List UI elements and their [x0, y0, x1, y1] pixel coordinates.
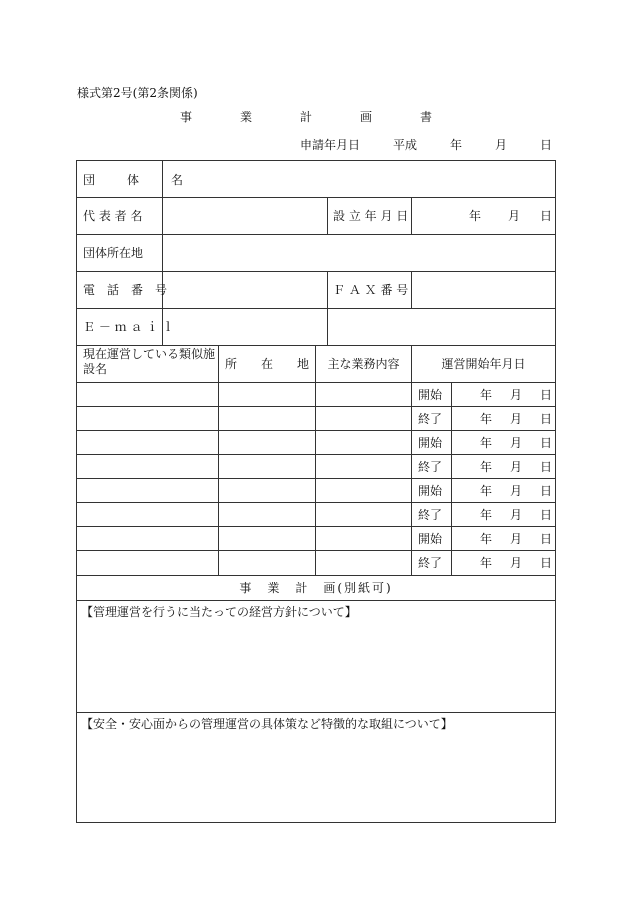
facility-location-cell[interactable]	[219, 478, 315, 502]
facility-date-year[interactable]: 年	[480, 531, 493, 546]
facility-business-cell[interactable]	[316, 526, 411, 550]
facility-business-cell[interactable]	[316, 550, 411, 574]
facility-business-cell[interactable]	[316, 430, 411, 454]
facility-date-day[interactable]: 日	[540, 411, 553, 426]
facility-date-year[interactable]: 年	[480, 387, 493, 402]
facility-date-month[interactable]: 月	[510, 459, 523, 474]
facility-business-cell[interactable]	[316, 502, 411, 526]
facility-location-cell[interactable]	[219, 382, 315, 406]
facility-date-day[interactable]: 日	[540, 531, 553, 546]
facility-location-cell[interactable]	[219, 526, 315, 550]
facility-row-label: 終了	[418, 411, 443, 426]
facility-location-cell[interactable]	[219, 430, 315, 454]
application-date-month[interactable]: 月	[494, 138, 507, 152]
application-date-day[interactable]: 日	[539, 138, 552, 152]
facility-row-label: 終了	[418, 555, 443, 570]
facility-row-label: 開始	[418, 483, 443, 498]
blank-cell	[328, 308, 555, 345]
facility-date-year[interactable]: 年	[480, 555, 493, 570]
facility-name-cell[interactable]	[78, 430, 218, 454]
facility-date-day[interactable]: 日	[540, 459, 553, 474]
facility-row-label: 開始	[418, 387, 443, 402]
facility-location-cell[interactable]	[219, 550, 315, 574]
col-divider	[411, 197, 412, 234]
facility-date-month[interactable]: 月	[510, 483, 523, 498]
facility-date-day[interactable]: 日	[540, 435, 553, 450]
phone-field[interactable]	[163, 271, 327, 308]
established-day[interactable]: 日	[540, 209, 553, 223]
facility-date-month[interactable]: 月	[510, 387, 523, 402]
form-number: 様式第2号(第2条関係)	[77, 86, 198, 100]
facility-row-label: 終了	[418, 459, 443, 474]
fax-field[interactable]	[412, 271, 555, 308]
facility-business-cell[interactable]	[316, 478, 411, 502]
facility-start-date-header: 運営開始年月日	[441, 357, 526, 371]
organization-name-label: 団 体 名	[83, 172, 194, 187]
facility-name-cell[interactable]	[78, 526, 218, 550]
established-date-label: 設 立 年 月 日	[333, 209, 409, 223]
facility-location-header: 所 在 地	[224, 357, 309, 371]
facility-row-label: 開始	[418, 531, 443, 546]
application-date-label: 申請年月日	[300, 138, 361, 152]
facility-business-cell[interactable]	[316, 406, 411, 430]
facility-date-month[interactable]: 月	[510, 411, 523, 426]
email-field[interactable]	[163, 308, 327, 345]
facility-name-cell[interactable]	[78, 478, 218, 502]
organization-address-label: 団体所在地	[83, 246, 144, 260]
facility-date-year[interactable]: 年	[480, 435, 493, 450]
row-divider	[77, 600, 555, 601]
organization-name-field[interactable]	[163, 161, 555, 197]
representative-label: 代 表 者 名	[83, 209, 143, 223]
plan-form	[76, 160, 556, 823]
facility-business-cell[interactable]	[316, 382, 411, 406]
email-label: Ｅ － ｍ ａ ｉ ｌ	[83, 320, 175, 334]
facility-date-month[interactable]: 月	[510, 555, 523, 570]
facility-name-cell[interactable]	[78, 382, 218, 406]
facility-business-header: 主な業務内容	[327, 357, 400, 371]
facility-row-label: 終了	[418, 507, 443, 522]
facility-name-cell[interactable]	[78, 550, 218, 574]
facility-date-year[interactable]: 年	[480, 411, 493, 426]
fax-label: Ｆ Ａ Ｘ 番 号	[333, 283, 409, 297]
row-divider	[77, 712, 555, 713]
facility-location-cell[interactable]	[219, 502, 315, 526]
application-date-year[interactable]: 年	[449, 138, 462, 152]
facility-name-cell[interactable]	[78, 454, 218, 478]
facility-date-day[interactable]: 日	[540, 555, 553, 570]
col-divider	[451, 382, 452, 575]
facility-date-year[interactable]: 年	[480, 459, 493, 474]
facility-name-cell[interactable]	[78, 406, 218, 430]
facility-date-month[interactable]: 月	[510, 435, 523, 450]
safety-measures-area[interactable]: 【安全・安心面からの管理運営の具体策など特徴的な取組について】	[81, 717, 453, 731]
facility-date-day[interactable]: 日	[540, 387, 553, 402]
facility-location-cell[interactable]	[219, 454, 315, 478]
application-date-line	[300, 136, 552, 153]
facility-date-day[interactable]: 日	[540, 507, 553, 522]
facility-name-cell[interactable]	[78, 502, 218, 526]
phone-label: 電 話 番 号	[83, 283, 168, 297]
facility-date-month[interactable]: 月	[510, 507, 523, 522]
representative-field[interactable]	[163, 197, 327, 234]
established-year[interactable]: 年	[469, 209, 482, 223]
facility-name-header: 現在運営している類似施設名	[83, 347, 216, 376]
facility-location-cell[interactable]	[219, 406, 315, 430]
facility-date-month[interactable]: 月	[510, 531, 523, 546]
document-title: 事 業 計 画 書	[179, 110, 450, 124]
facility-row-label: 開始	[418, 435, 443, 450]
col-divider	[327, 197, 328, 234]
established-month[interactable]: 月	[508, 209, 521, 223]
business-plan-section-title: 事 業 計 画(別紙可)	[239, 581, 393, 595]
organization-address-field[interactable]	[163, 234, 555, 271]
facility-business-cell[interactable]	[316, 454, 411, 478]
management-policy-area[interactable]: 【管理運営を行うに当たっての経営方針について】	[81, 605, 357, 619]
facility-date-year[interactable]: 年	[480, 507, 493, 522]
facility-date-year[interactable]: 年	[480, 483, 493, 498]
application-date-era[interactable]: 平成	[392, 138, 417, 152]
facility-date-day[interactable]: 日	[540, 483, 553, 498]
